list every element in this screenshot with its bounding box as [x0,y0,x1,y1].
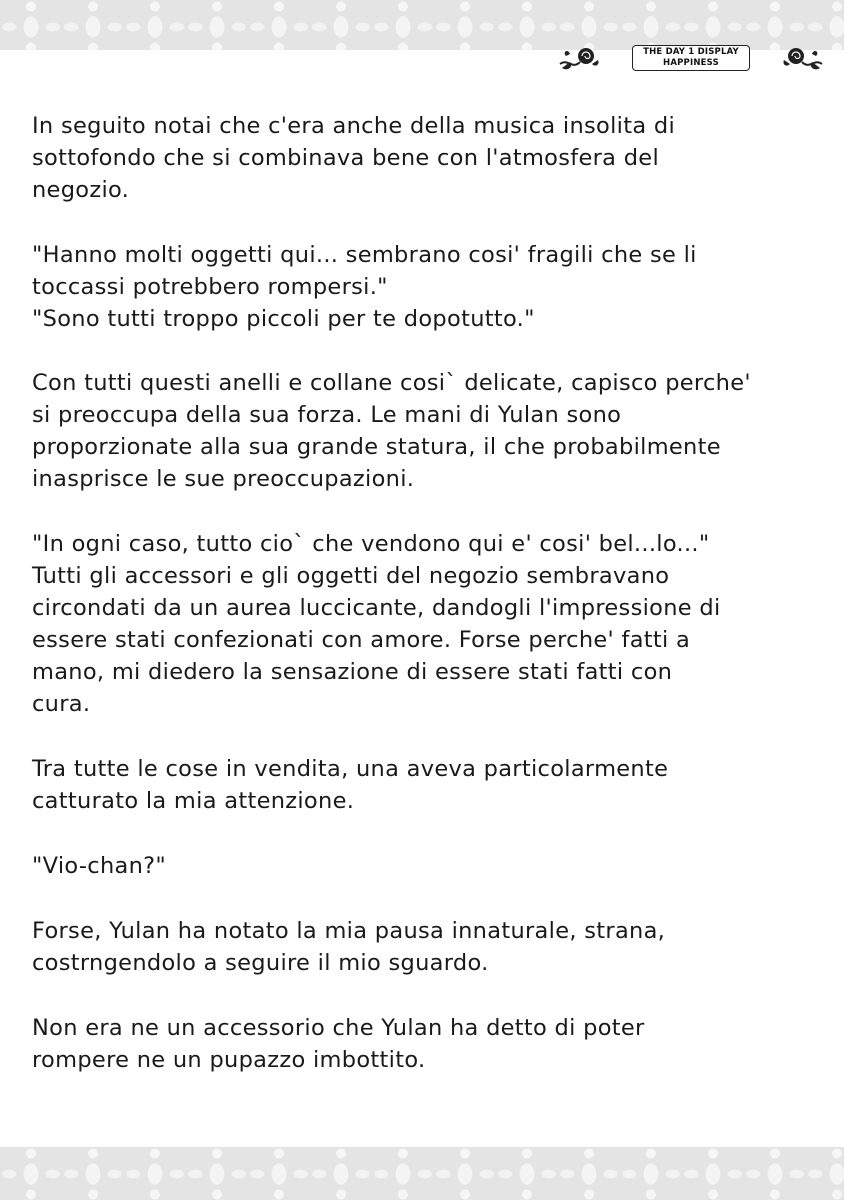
chapter-badge [558,40,824,76]
text-line: mano, mi diedero la sensazione di essere stati fatti con [32,659,673,685]
text-line: rompere ne un pupazzo imbottito. [32,1047,426,1073]
text-line: Tutti gli accessori e gli oggetti del negozio sembravano [32,563,670,589]
paragraph [32,850,822,882]
text-line: costrngendolo a seguire il mio sguardo. [32,950,489,976]
text-line: sottofondo che si combinava bene con l'atmosfera del [32,145,659,171]
text-line: In seguito notai che c'era anche della musica insolita di [32,113,676,139]
text-line: "Vio-chan?" [32,853,167,879]
text-line: "Hanno molti oggetti qui... sembrano cosi' fragili che se li [32,242,697,268]
paragraph [32,239,822,335]
text-line: negozio. [32,177,130,203]
text-line: Non era ne un accessorio che Yulan ha detto di poter [32,1015,645,1041]
paragraph [32,367,822,495]
text-line: catturato la mia attenzione. [32,788,355,814]
text-line: Forse, Yulan ha notato la mia pausa innaturale, strana, [32,918,666,944]
text-line: "In ogni caso, tutto cio` che vendono qui e' cosi' bel...lo..." [32,531,710,557]
text-line: "Sono tutti troppo piccoli per te dopotutto." [32,306,535,332]
chapter-title-line1: THE DAY 1 DISPLAY [643,47,739,57]
paragraph [32,110,822,206]
text-line: circondati da un aurea luccicante, dandogli l'impressione di [32,595,721,621]
chapter-title [632,45,750,71]
text-line: inasprisce le sue preoccupazioni. [32,466,415,492]
paragraph [32,753,822,817]
text-line: Con tutti questi anelli e collane cosi` delicate, capisco perche' [32,370,751,396]
text-line: cura. [32,691,91,717]
text-line: proporzionate alla sua grande statura, il che probabilmente [32,434,721,460]
paragraph [32,528,822,720]
chapter-title-line2: HAPPINESS [663,58,719,68]
text-line: Tra tutte le cose in vendita, una aveva particolarmente [32,756,669,782]
rose-ornament-icon [780,42,824,74]
text-line: toccassi potrebbero rompersi." [32,274,388,300]
paragraph [32,915,822,979]
text-line: essere stati confezionati con amore. Forse perche' fatti a [32,627,691,653]
story-text [32,110,822,1109]
text-line: si preoccupa della sua forza. Le mani di Yulan sono [32,402,622,428]
rose-ornament-icon [558,42,602,74]
paragraph [32,1012,822,1076]
bottom-damask-border [0,1147,844,1200]
